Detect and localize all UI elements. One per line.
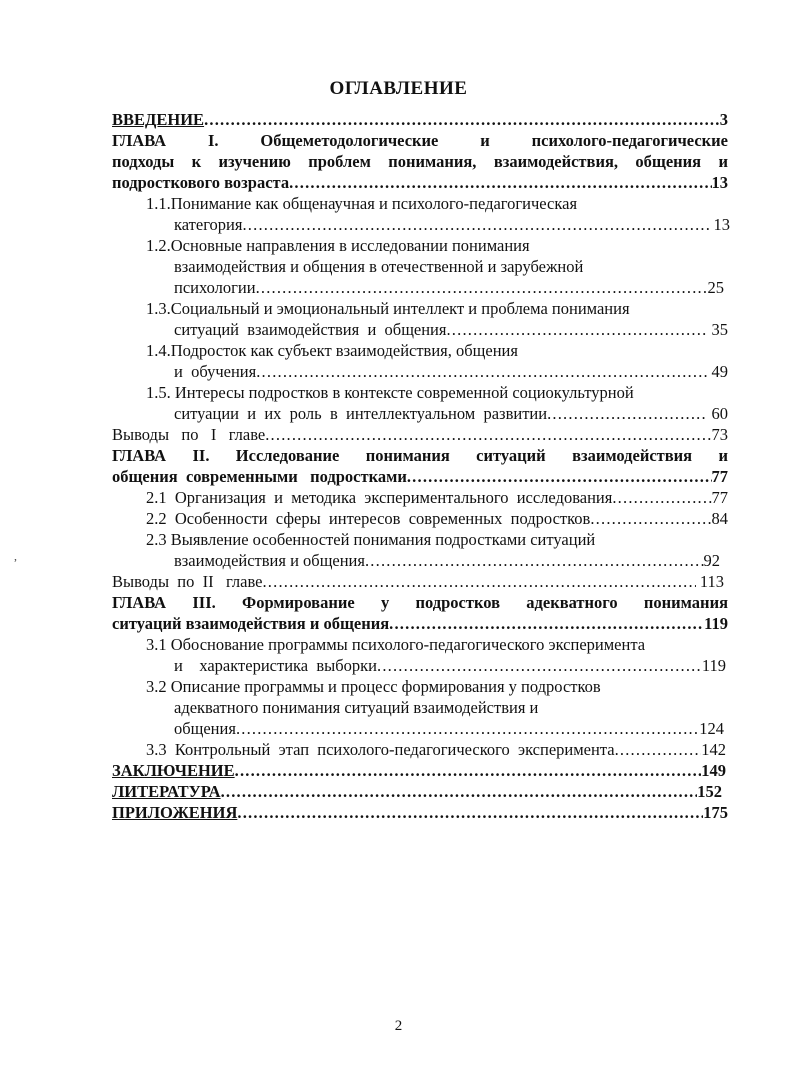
toc-section-1-1-entry[interactable]: категория ..... 13 bbox=[174, 215, 730, 235]
toc-chapter-1-line1: ГЛАВА I. Общеметодологические и психолого-педагогические bbox=[112, 131, 728, 150]
toc-section-1-4-entry[interactable]: и обучения ..... 49 bbox=[174, 362, 728, 382]
toc-section-1-2-line2: взаимодействия и общения в отечественной и зарубежной bbox=[174, 257, 584, 276]
toc-section-3-3-entry[interactable]: 3.3 Контрольный этап психолого-педагогического эксперимента ..... 142 bbox=[146, 740, 726, 760]
toc-section-1-2-line1: 1.2.Основные направления в исследовании понимания bbox=[146, 236, 530, 255]
toc-section-1-4-line1: 1.4.Подросток как субъект взаимодействия, общения bbox=[146, 341, 518, 360]
toc-section-1-1-line1: 1.1.Понимание как общенаучная и психолого-педагогическая bbox=[146, 194, 578, 213]
toc-section-2-3-line1: 2.3 Выявление особенностей понимания подростками ситуаций bbox=[146, 530, 596, 549]
toc-conclusions-2[interactable]: Выводы по II главе ..... 113 bbox=[112, 572, 724, 592]
toc-entry-appendices[interactable]: ПРИЛОЖЕНИЯ ..... 175 bbox=[112, 803, 728, 823]
toc-section-2-3-entry[interactable]: взаимодействия и общения ..... 92 bbox=[174, 551, 720, 571]
toc-section-3-2-entry[interactable]: общения ..... 124 bbox=[174, 719, 724, 739]
toc-chapter-3-entry[interactable]: ситуаций взаимодействия и общения ..... 119 bbox=[112, 614, 728, 634]
toc-section-1-2-entry[interactable]: психологии ..... 25 bbox=[174, 278, 724, 298]
page-title: ОГЛАВЛЕНИЕ bbox=[329, 78, 468, 99]
toc-section-3-1-entry[interactable]: и характеристика выборки ..... 119 bbox=[174, 656, 726, 676]
toc-entry-literature[interactable]: ЛИТЕРАТУРА ..... 152 bbox=[112, 782, 722, 802]
toc-chapter-2-line1: ГЛАВА II. Исследование понимания ситуаций взаимодействия и bbox=[112, 446, 728, 465]
toc-chapter-3-line1: ГЛАВА III. Формирование у подростков адекватного понимания bbox=[112, 593, 728, 612]
toc-section-1-3-line1: 1.3.Социальный и эмоциональный интеллект и проблема понимания bbox=[146, 299, 630, 318]
scan-artifact-mark: , bbox=[14, 549, 17, 563]
toc-section-3-2-line1: 3.2 Описание программы и процесс формирования у подростков bbox=[146, 677, 601, 696]
toc-section-1-5-line1: 1.5. Интересы подростков в контексте современной социокультурной bbox=[146, 383, 634, 402]
toc-section-1-5-entry[interactable]: ситуации и их роль в интеллектуальном развитии ..... 60 bbox=[174, 404, 728, 424]
toc-entry-conclusion[interactable]: ЗАКЛЮЧЕНИЕ ..... 149 bbox=[112, 761, 726, 781]
toc-section-3-2-line2: адекватного понимания ситуаций взаимодействия и bbox=[174, 698, 539, 717]
toc-section-2-1-entry[interactable]: 2.1 Организация и методика экспериментального исследования ..... 77 bbox=[146, 488, 728, 508]
toc-entry-introduction[interactable]: ВВЕДЕНИЕ ..... 3 bbox=[112, 110, 728, 130]
toc-conclusions-1[interactable]: Выводы по I главе ..... 73 bbox=[112, 425, 728, 445]
toc-chapter-1-entry[interactable]: подросткового возраста ..... 13 bbox=[112, 173, 728, 193]
toc-section-2-2-entry[interactable]: 2.2 Особенности сферы интересов современных подростков ..... 84 bbox=[146, 509, 728, 529]
toc-chapter-2-entry[interactable]: общения современными подростками ..... 77 bbox=[112, 467, 728, 487]
toc-section-3-1-line1: 3.1 Обоснование программы психолого-педагогического эксперимента bbox=[146, 635, 646, 654]
page-number: 2 bbox=[394, 1018, 403, 1034]
toc-chapter-1-line2: подходы к изучению проблем понимания, взаимодействия, общения и bbox=[112, 152, 728, 171]
toc-section-1-3-entry[interactable]: ситуаций взаимодействия и общения ..... 35 bbox=[174, 320, 728, 340]
